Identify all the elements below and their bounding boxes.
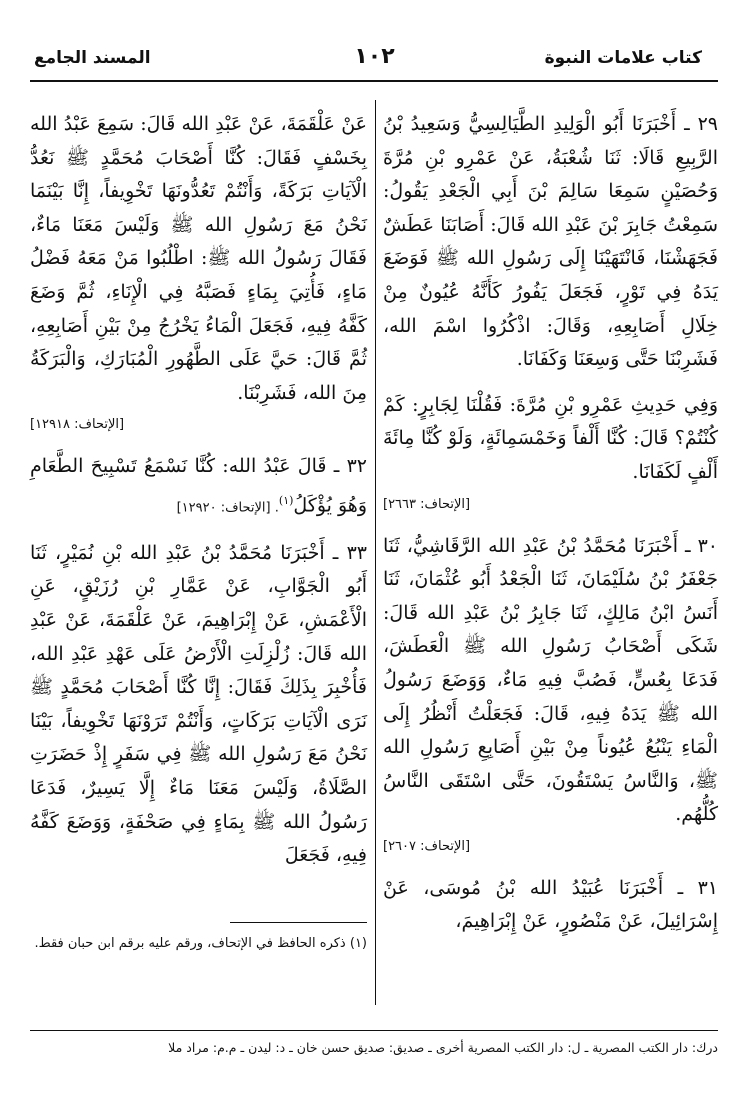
footnote-marker: (١): [278, 493, 294, 507]
paragraph-gap: [30, 525, 367, 537]
hadith-33: ٣٣ ـ أَخْبَرَنَا مُحَمَّدُ بْنُ عَبْدِ الله بْنِ نُمَيْرٍ، ثَنَا أَبُو الْجَوَّابِ، عَنْ عَمَّارِ بْنِ رُزَيْقٍ، عَنِ الْأَعْمَشِ، عَنْ إِبْرَاهِيمَ، عَنْ عَلْقَمَةَ، عَنْ عَبْدِ الله قَالَ: زُلْزِلَتِ الْأَرْضُ عَلَى عَهْدِ عَبْدِ الله، فَأُخْبِرَ بِذَلِكَ فَقَالَ: إِنَّا كُنَّا أَصْحَابَ مُحَمَّدٍ ﷺ نَرَى الْآيَاتِ بَرَكَاتٍ، وَأَنْتُمْ تَرَوْنَهَا تَخْوِيفاً، بَيْنَا نَحْنُ مَعَ رَسُولِ الله ﷺ فِي سَفَرٍ إِذْ حَضَرَتِ الصَّلَاةُ، وَلَيْسَ مَعَنَا مَاءٌ إِلَّا يَسِيرٌ، فَدَعَا رَسُولُ الله ﷺ بِمَاءٍ فِي صَحْفَةٍ، وَوَضَعَ كَفَّهُ فِيهِ، فَجَعَلَ: [30, 541, 367, 867]
right-column: [383, 108, 718, 939]
header-rule: [30, 80, 718, 82]
collection-title: المسند الجامع: [34, 48, 151, 68]
hadith-32: [30, 450, 367, 525]
footnote-rule: [230, 922, 367, 923]
hadith-31-continued: عَنْ عَلْقَمَةَ، عَنْ عَبْدِ الله قَالَ: سَمِعَ عَبْدُ الله بِخَسْفٍ فَقَالَ: كُنَّا أَصْحَابَ مُحَمَّدٍ ﷺ نَعُدُّ الْآيَاتِ بَرَكَةً، وَأَنْتُمْ تَعُدُّونَهَا تَخْوِيفاً، إِنَّا بَيْنَمَا نَحْنُ مَعَ رَسُولِ الله ﷺ وَلَيْسَ مَعَنَا مَاءٌ، فَقَالَ رَسُولُ الله ﷺ: اطْلُبُوا مَنْ مَعَهُ فَضْلُ مَاءٍ، فَأُتِيَ بِمَاءٍ فَصَبَّهُ فِي الْإِنَاءِ، ثُمَّ وَضَعَ كَفَّهُ فِيهِ، فَجَعَلَ الْمَاءُ يَخْرُجُ مِنْ بَيْنِ أَصَابِعِهِ، ثُمَّ قَالَ: حَيَّ عَلَى الطَّهُورِ الْمُبَارَكِ، وَالْبَرَكَةُ مِنَ الله، فَشَرِبْنَا.: [30, 113, 367, 404]
page-number: ١٠٢: [354, 44, 395, 69]
hadith-29: ٢٩ ـ أَخْبَرَنَا أَبُو الْوَلِيدِ الطَّيَالِسِيُّ وَسَعِيدُ بْنُ الرَّبِيعِ قَالَا: ثَنَا شُعْبَةُ، عَنْ عَمْرِو بْنِ مُرَّةَ وَحُصَيْنٍ سَمِعَا سَالِمَ بْنَ أَبِي الْجَعْدِ يَقُولُ: سَمِعْتُ جَابِرَ بْنَ عَبْدِ الله قَالَ: أَصَابَنَا عَطَشٌ فَجَهَشْنَا، فَانْتَهَيْنَا إِلَى رَسُولِ الله ﷺ فَوَضَعَ يَدَهُ فِي تَوْرٍ، فَجَعَلَ يَفُورُ كَأَنَّهُ عُيُونٌ مِنْ خِلَالِ أَصَابِعِهِ، وَقَالَ: اذْكُرُوا اسْمَ الله، فَشَرِبْنَا حَتَّى وَسِعَنَا وَكَفَانَا.: [383, 113, 718, 371]
footnote: (١) ذكره الحافظ في الإتحاف، ورقم عليه برقم ابن حبان فقط.: [34, 936, 367, 951]
hadith-31: ٣١ ـ أَخْبَرَنَا عُبَيْدُ الله بْنُ مُوسَى، عَنْ إِسْرَائِيلَ، عَنْ مَنْصُورٍ، عَنْ إِبْرَاهِيمَ،: [383, 876, 718, 933]
paragraph-gap: [383, 377, 718, 389]
hadith-30: ٣٠ ـ أَخْبَرَنَا مُحَمَّدُ بْنُ عَبْدِ الله الرَّقَاشِيُّ، ثَنَا جَعْفَرُ بْنُ سُلَيْمَانَ، ثَنَا الْجَعْدُ أَبُو عُثْمَانَ، ثَنَا أَنَسُ ابْنُ مَالِكٍ، ثَنَا جَابِرُ بْنُ عَبْدِ الله قَالَ: شَكَى أَصْحَابُ رَسُولِ الله ﷺ الْعَطَشَ، فَدَعَا بِعُسٍّ، فَصُبَّ فِيهِ مَاءٌ، وَوَضَعَ رَسُولُ الله ﷺ يَدَهُ فِيهِ، قَالَ: فَجَعَلْتُ أَنْظُرُ إِلَى الْمَاءِ يَنْبُعُ عُيُوناً مِنْ بَيْنِ أَصَابِعِ رَسُولِ الله ﷺ، وَالنَّاسُ يَسْتَقُونَ، حَتَّى اسْتَقَى النَّاسُ كُلُّهُم.: [383, 534, 718, 826]
book-title: كتاب علامات النبوة: [544, 48, 702, 68]
column-separator: [375, 100, 376, 1005]
hadith-29-note: وَفِي حَدِيثِ عَمْرِو بْنِ مُرَّةَ: فَقُلْنَا لِجَابِرٍ: كَمْ كُنْتُمْ؟ قَالَ: كُنَّا أَلْفاً وَخَمْسَمِائَةٍ، وَلَوْ كُنَّا مِائَةَ أَلْفٍ لَكَفَانَا.: [383, 393, 718, 483]
footer-rule: [30, 1030, 718, 1031]
reference-31: [الإتحاف: ١٢٩١٨]: [30, 417, 125, 433]
reference-29: [الإتحاف: ٢٦٦٣]: [383, 496, 471, 512]
footer-abbreviations: درك: دار الكتب المصرية ـ ل: دار الكتب المصرية أخرى ـ صديق: صديق حسن خان ـ د: ليدن ـ م.م: مراد ملا: [168, 1040, 718, 1055]
hadith-32-text: ٣٢ ـ قَالَ عَبْدُ الله: كُنَّا نَسْمَعُ تَسْبِيحَ الطَّعَامِ وَهُوَ يُؤْكَلُ: [30, 455, 367, 517]
left-column: [30, 108, 367, 873]
reference-32: . [الإتحاف: ١٢٩٢٠]: [176, 500, 279, 516]
reference-30: [الإتحاف: ٢٦٠٧]: [383, 838, 471, 854]
